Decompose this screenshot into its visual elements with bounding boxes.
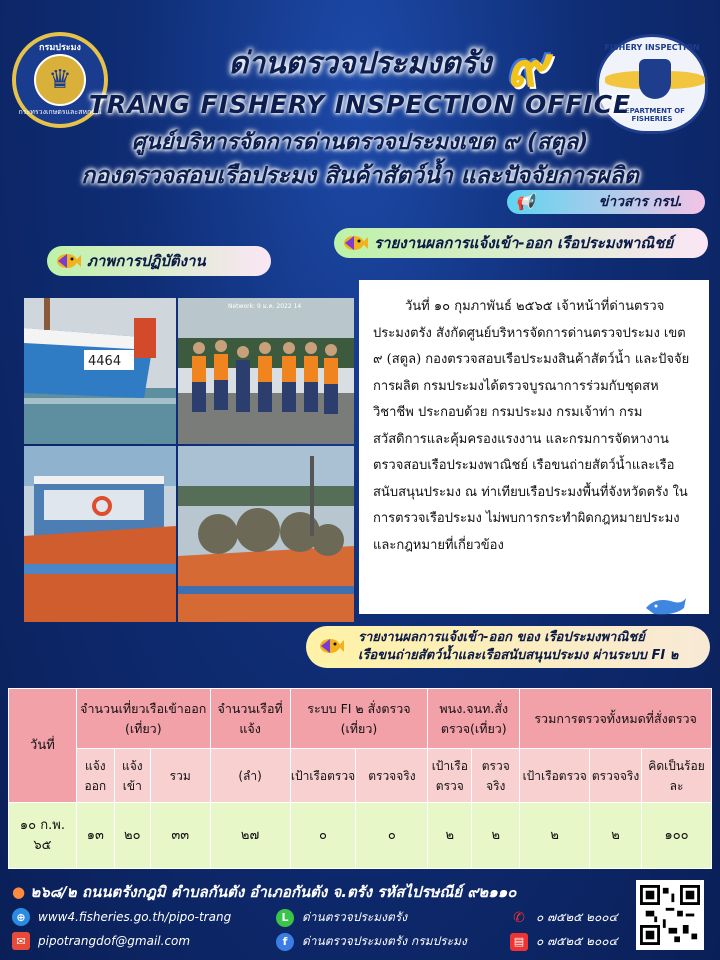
sub-out: แจ้งออก (76, 749, 114, 803)
sub-sum: รวม (150, 749, 210, 803)
cell-officer-actual: ๒ (472, 803, 520, 869)
sub-unit: (ลำ) (210, 749, 290, 803)
fish-icon (318, 635, 344, 657)
report-section-pill (334, 228, 708, 258)
phone-icon: ✆ (513, 909, 525, 926)
sub-total-actual: ตรวจจริง (590, 749, 642, 803)
line-text[interactable]: ด่านตรวจประมงตรัง (302, 910, 408, 924)
facebook-icon: f (276, 933, 294, 951)
fish-icon (342, 232, 368, 254)
sub-officer-target: เป้าเรือตรวจ (428, 749, 472, 803)
summary-title-line1: รายงานผลการแจ้งเข้า-ออก ของ เรือประมงพาณิชย์ (358, 630, 645, 645)
boat-number-text: 4464 (88, 354, 122, 369)
facebook-text[interactable]: ด่านตรวจประมงตรัง กรมประมง (302, 934, 467, 948)
globe-icon: ⊕ (12, 908, 30, 926)
fish-icon (55, 250, 81, 272)
footer-line[interactable] (276, 908, 407, 927)
table-subheader-row (9, 749, 712, 803)
footer-fax[interactable] (510, 932, 618, 951)
sub-fi-target: เป้าเรือตรวจ (290, 749, 356, 803)
sub-total-target: เป้าเรือตรวจ (520, 749, 590, 803)
fax-text[interactable]: ๐ ๗๕๒๕ ๒๐๐๔ (536, 934, 618, 948)
cell-date: ๑๐ ก.พ. ๖๕ (9, 803, 77, 869)
photos-section-title: ภาพการปฏิบัติงาน (87, 252, 206, 270)
report-section-title: รายงานผลการแจ้งเข้า-ออก เรือประมงพาณิชย์ (374, 234, 674, 252)
cell-fi-actual: ๐ (356, 803, 428, 869)
zone-number: ๙ (506, 35, 548, 100)
cell-total-target: ๒ (520, 803, 590, 869)
sub-in: แจ้งเข้า (114, 749, 150, 803)
megaphone-icon: 📢 (515, 192, 535, 211)
news-tag-label: ข่าวสาร กรป. (598, 194, 683, 210)
col-fi2: ระบบ FI ๒ สั่งตรวจ (เที่ยว) (290, 689, 428, 749)
cell-boats: ๒๗ (210, 803, 290, 869)
table-row (9, 803, 712, 869)
cell-in: ๒๐ (114, 803, 150, 869)
photo-team-group (178, 298, 354, 444)
summary-section-pill (306, 626, 710, 668)
seal-icon: ♛ (34, 54, 86, 106)
news-tag (507, 190, 705, 214)
whale-icon (644, 594, 688, 616)
subtitle-center: ศูนย์บริหารจัดการด่านตรวจประมงเขต ๙ (สตูล) (131, 130, 589, 155)
summary-title-line2: เรือขนถ่ายสัตว์น้ำและเรือสนับสนุนประมง ผ่านระบบ FI ๒ (358, 648, 679, 663)
logo-right-top-text: FISHERY INSPECTION (604, 43, 700, 52)
footer-email[interactable] (12, 932, 190, 950)
photos-section-pill (47, 246, 271, 276)
location-pin-icon: ● (12, 883, 26, 901)
sub-fi-actual: ตรวจจริง (356, 749, 428, 803)
photo-timestamp-overlay: Network: 9 ม.ค. 2022 14 (228, 303, 302, 310)
qr-code-icon (640, 884, 700, 946)
table-header-row (9, 689, 712, 749)
col-officer: พนง.จนท.สั่งตรวจ(เที่ยว) (428, 689, 520, 749)
cell-fi-target: ๐ (290, 803, 356, 869)
cell-officer-target: ๒ (428, 803, 472, 869)
report-body (359, 280, 709, 614)
cell-out: ๑๓ (76, 803, 114, 869)
col-boats: จำนวนเรือที่แจ้ง (210, 689, 290, 749)
phone-text[interactable]: ๐ ๗๕๒๕ ๒๐๐๔ (536, 910, 618, 924)
col-total: รวมการตรวจทั้งหมดที่สั่งตรวจ (520, 689, 712, 749)
footer-address (12, 880, 516, 904)
page-title-english: TRANG FISHERY INSPECTION OFFICE (88, 90, 632, 119)
address-text: ๒๖๘/๒ ถนนตรังกฎมิ ตำบลกันตัง อำเภอกันตัง จ.ตรัง รหัสไปรษณีย์ ๙๒๑๑๐ (30, 883, 517, 901)
photo-boat-hull (24, 298, 176, 444)
cell-sum: ๓๓ (150, 803, 210, 869)
fishery-inspection-logo (596, 34, 708, 134)
photo-collage (24, 298, 354, 622)
email-text[interactable]: pipotrangdof@gmail.com (38, 934, 191, 948)
header (0, 0, 720, 195)
website-text[interactable]: www4.fisheries.go.th/pipo-trang (38, 910, 232, 924)
cell-total-actual: ๒ (590, 803, 642, 869)
logo-left-bottom-text: กระทรวงเกษตรและสหกรณ์ (18, 108, 102, 116)
col-trips: จำนวนเที่ยวเรือเข้าออก (เที่ยว) (76, 689, 210, 749)
logo-left-top-text: กรมประมง (39, 43, 81, 53)
subtitle-division: กองตรวจสอบเรือประมง สินค้าสัตว์น้ำ และปัจจัยการผลิต (81, 163, 639, 189)
sub-officer-actual: ตรวจจริง (472, 749, 520, 803)
fax-icon: ▤ (510, 933, 528, 951)
mail-icon: ✉ (12, 932, 30, 950)
col-date: วันที่ (9, 689, 77, 803)
line-app-icon: L (276, 909, 294, 927)
sub-percent: คิดเป็นร้อยละ (642, 749, 712, 803)
qr-code[interactable] (636, 880, 704, 950)
cell-percent: ๑๐๐ (642, 803, 712, 869)
page-title-thai: ด่านตรวจประมงตรัง (228, 46, 492, 81)
footer-website[interactable] (12, 908, 231, 926)
footer-facebook[interactable] (276, 932, 467, 951)
logo-right-bottom-text: DEPARTMENT OF FISHERIES (619, 107, 685, 123)
photo-fishing-nets (178, 446, 354, 622)
inspection-table (8, 688, 712, 869)
footer-phone[interactable] (510, 908, 618, 927)
photo-boat-deck (24, 446, 176, 622)
report-body-text: วันที่ ๑๐ กุมภาพันธ์ ๒๕๖๕ เจ้าหน้าที่ด่านตรวจประมงตรัง สังกัดศูนย์บริหารจัดการด่านตรวจประมง เขต ๙ (สตูล) กองตรวจสอบเรือประมงสินค้าสัตว์น้ำ และปัจจัยการผลิต กรมประมงได้ตรวจบูรณาการร่วมกับชุดสหวิชาชีพ ประกอบด้วย กรมประมง กรมเจ้าท่า กรมสวัสดิการและคุ้มครองแรงงาน และกรมการจัดหางาน ตรวจสอบเรือประมงพาณิชย์ เรือขนถ่ายสัตว์น้ำและเรือสนับสนุนประมง ณ ท่าเทียบเรือประมงพื้นที่จังหวัดตรัง ในการตรวจเรือประมง ไม่พบการกระทำผิดกฎหมายประมงและกฎหมายที่เกี่ยวข้อง (373, 299, 690, 553)
